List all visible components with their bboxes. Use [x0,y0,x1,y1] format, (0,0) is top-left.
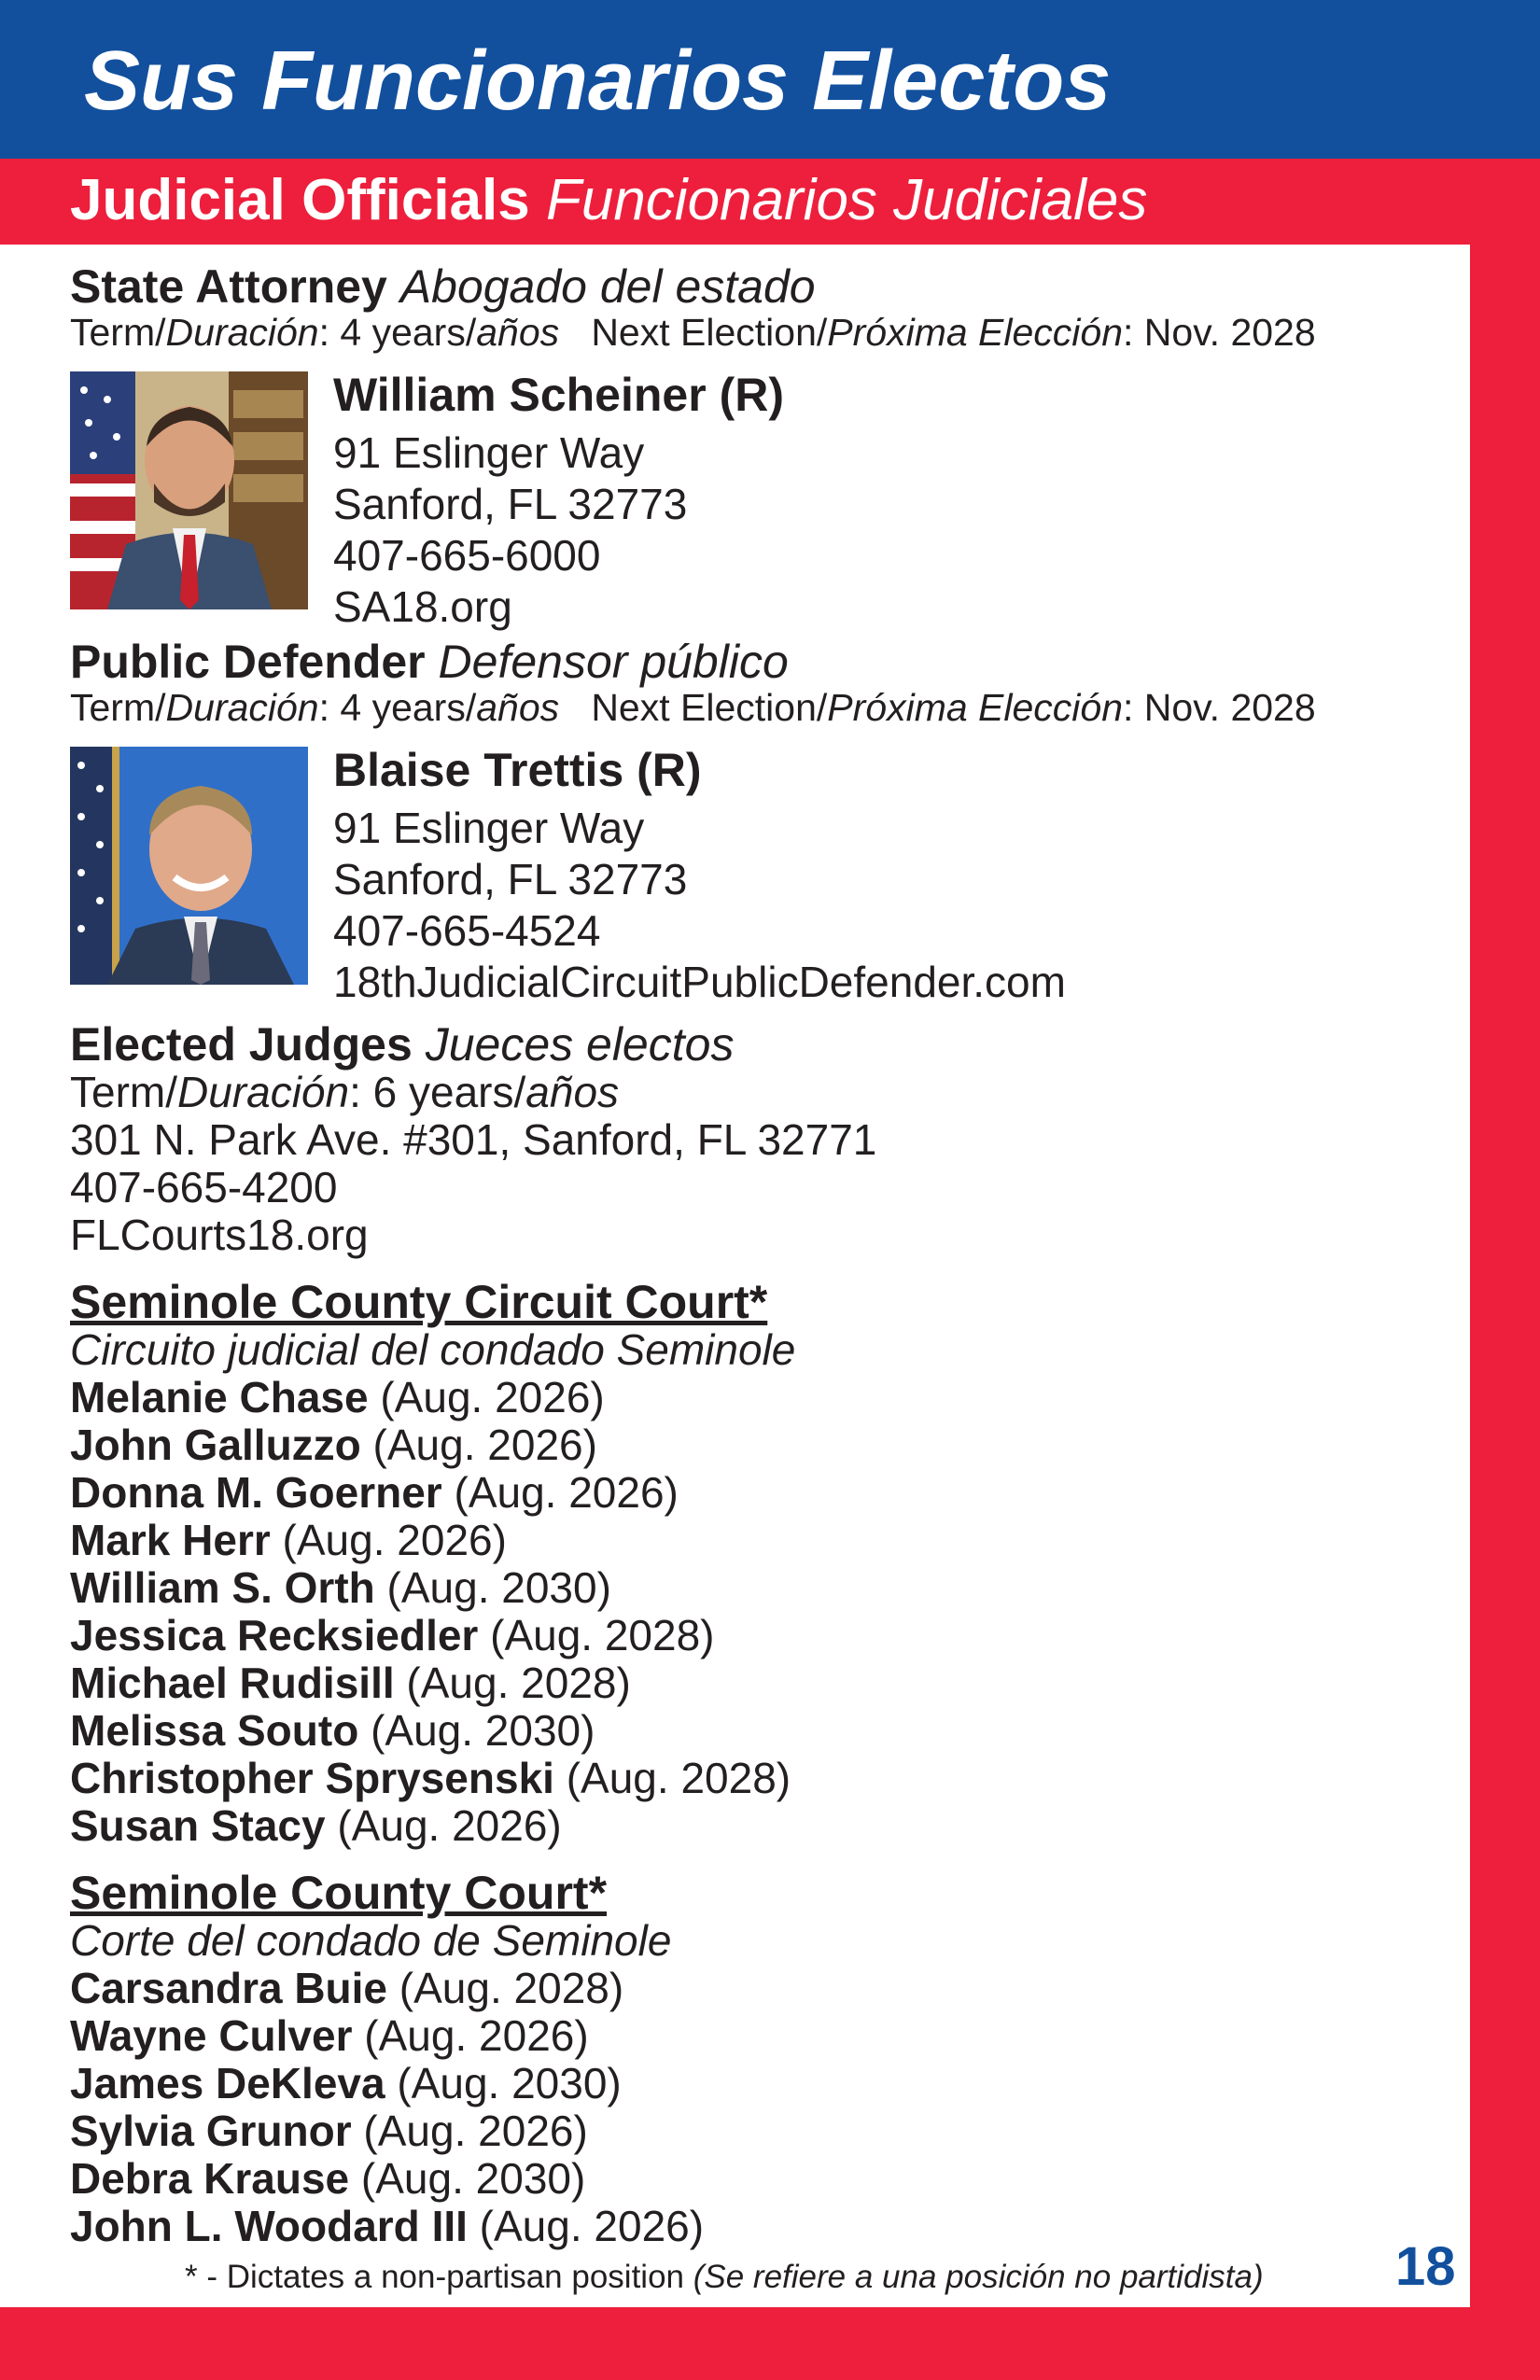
term-unit-es: años [476,686,560,729]
elected-judges-heading-en: Elected Judges [70,1018,413,1071]
judge-name: James DeKleva [70,2059,385,2107]
next-election-label: Next Election/ [591,686,828,729]
judge-entry [70,1563,611,1612]
judge-election-date: (Aug. 2028) [478,1611,715,1659]
public-defender-heading-es: Defensor público [438,636,789,688]
official-name: William Scheiner (R) [333,369,784,421]
next-election-label-es: Próxima Elección [827,686,1124,729]
website: 18thJudicialCircuitPublicDefender.com [333,958,1066,1006]
portrait-image [70,371,308,609]
judge-name: Michael Rudisill [70,1659,395,1707]
judge-name: Susan Stacy [70,1801,326,1850]
state-attorney-heading [70,260,816,313]
judge-name: Sylvia Grunor [70,2107,352,2155]
judge-name: Melanie Chase [70,1373,369,1421]
judge-election-date: (Aug. 2028) [553,1754,791,1802]
term-unit-es: años [525,1068,620,1116]
judge-name: Jessica Recksiedler [70,1611,479,1659]
elected-judges-heading [70,1018,735,1071]
term-label: Term/ [70,686,166,729]
judge-election-date: (Aug. 2026) [467,2202,705,2250]
judge-name: William S. Orth [70,1563,375,1612]
header-bar [0,0,1540,159]
address-line-2: Sanford, FL 32773 [333,480,688,528]
judge-name: Mark Herr [70,1516,271,1564]
judge-election-date: (Aug. 2030) [374,1563,611,1612]
judge-entry [70,2011,589,2060]
public-defender-info [333,744,1066,1012]
public-defender-heading [70,636,789,688]
judge-entry [70,1373,605,1421]
address-line-2: Sanford, FL 32773 [333,855,688,903]
state-attorney-term [70,311,1316,354]
term-label-es: Duración [165,311,319,354]
next-election-value: : Nov. 2028 [1123,686,1316,729]
judge-election-date: (Aug. 2026) [368,1373,605,1421]
judge-election-date: (Aug. 2026) [325,1801,562,1850]
judge-name: John Galluzzo [70,1421,361,1469]
public-defender-term [70,686,1316,729]
address-line-1: 91 Eslinger Way [333,804,645,852]
judge-election-date: (Aug. 2028) [387,1964,624,2012]
courthouse-website: FLCourts18.org [70,1211,369,1259]
judge-election-date: (Aug. 2026) [270,1516,507,1564]
judge-entry [70,1706,595,1755]
portrait-image [70,747,308,985]
judge-entry [70,2107,588,2155]
judge-name: Carsandra Buie [70,1964,388,2012]
judge-election-date: (Aug. 2030) [358,1706,595,1755]
section-title-en: Judicial Officials [70,168,530,232]
term-value: : 6 years/ [349,1068,526,1116]
courthouse-phone: 407-665-4200 [70,1163,338,1211]
term-label: Term/ [70,1068,177,1116]
page-title: Sus Funcionarios Electos [84,35,1112,128]
judge-election-date: (Aug. 2030) [385,2059,622,2107]
footnote-es: (Se refiere a una posición no partidista) [693,2259,1264,2295]
term-unit-es: años [476,311,560,354]
footnote-en: * - Dictates a non-partisan position [185,2259,693,2295]
next-election-label-es: Próxima Elección [827,311,1124,354]
judge-name: Wayne Culver [70,2011,353,2060]
judge-entry [70,1516,507,1564]
content-panel [0,245,1470,2307]
state-attorney-heading-en: State Attorney [70,260,387,313]
term-label-es: Duración [165,686,319,729]
next-election-value: : Nov. 2028 [1123,311,1316,354]
judge-name: John L. Woodard III [70,2202,468,2250]
website: SA18.org [333,582,512,631]
county-court-title: Seminole County Court* [70,1867,608,1919]
address-line-1: 91 Eslinger Way [333,428,645,477]
state-attorney-heading-es: Abogado del estado [399,260,816,313]
judge-election-date: (Aug. 2030) [349,2154,586,2203]
page-number: 18 [1395,2236,1456,2297]
judge-name: Debra Krause [70,2154,350,2203]
term-label-es: Duración [177,1068,350,1116]
judge-election-date: (Aug. 2026) [352,2011,589,2060]
judge-name: Christopher Sprysenski [70,1754,554,1802]
judge-election-date: (Aug. 2026) [441,1468,679,1517]
term-value: : 4 years/ [318,311,477,354]
circuit-court-title: Seminole County Circuit Court* [70,1276,768,1328]
circuit-court-subtitle: Circuito judicial del condado Seminole [70,1325,796,1374]
next-election-label: Next Election/ [591,311,828,354]
judge-election-date: (Aug. 2026) [360,1421,597,1469]
judge-name: Melissa Souto [70,1706,359,1755]
judge-election-date: (Aug. 2028) [394,1659,631,1707]
county-court-subtitle: Corte del condado de Seminole [70,1916,672,1965]
section-title [70,168,1148,232]
elected-judges-term [70,1068,620,1116]
phone: 407-665-4524 [333,906,601,955]
judge-entry [70,2059,622,2107]
judge-name: Donna M. Goerner [70,1468,442,1517]
public-defender-heading-en: Public Defender [70,636,426,688]
term-label: Term/ [70,311,166,354]
judge-entry [70,1754,791,1802]
judge-entry [70,1468,679,1517]
judge-entry [70,1801,562,1850]
term-value: : 4 years/ [318,686,477,729]
judge-entry [70,1964,624,2012]
section-title-es: Funcionarios Judiciales [545,168,1148,232]
state-attorney-photo [70,371,308,609]
public-defender-photo [70,747,308,985]
judge-entry [70,1659,631,1707]
courthouse-address: 301 N. Park Ave. #301, Sanford, FL 32771 [70,1115,877,1164]
state-attorney-info [333,371,784,637]
judge-entry [70,2202,705,2250]
official-name: Blaise Trettis (R) [333,744,702,796]
judge-entry [70,1611,715,1659]
phone: 407-665-6000 [333,531,601,580]
judge-entry [70,2154,586,2203]
judge-entry [70,1421,597,1469]
footnote [185,2261,1264,2293]
elected-judges-heading-es: Jueces electos [425,1018,735,1071]
judge-election-date: (Aug. 2026) [351,2107,588,2155]
